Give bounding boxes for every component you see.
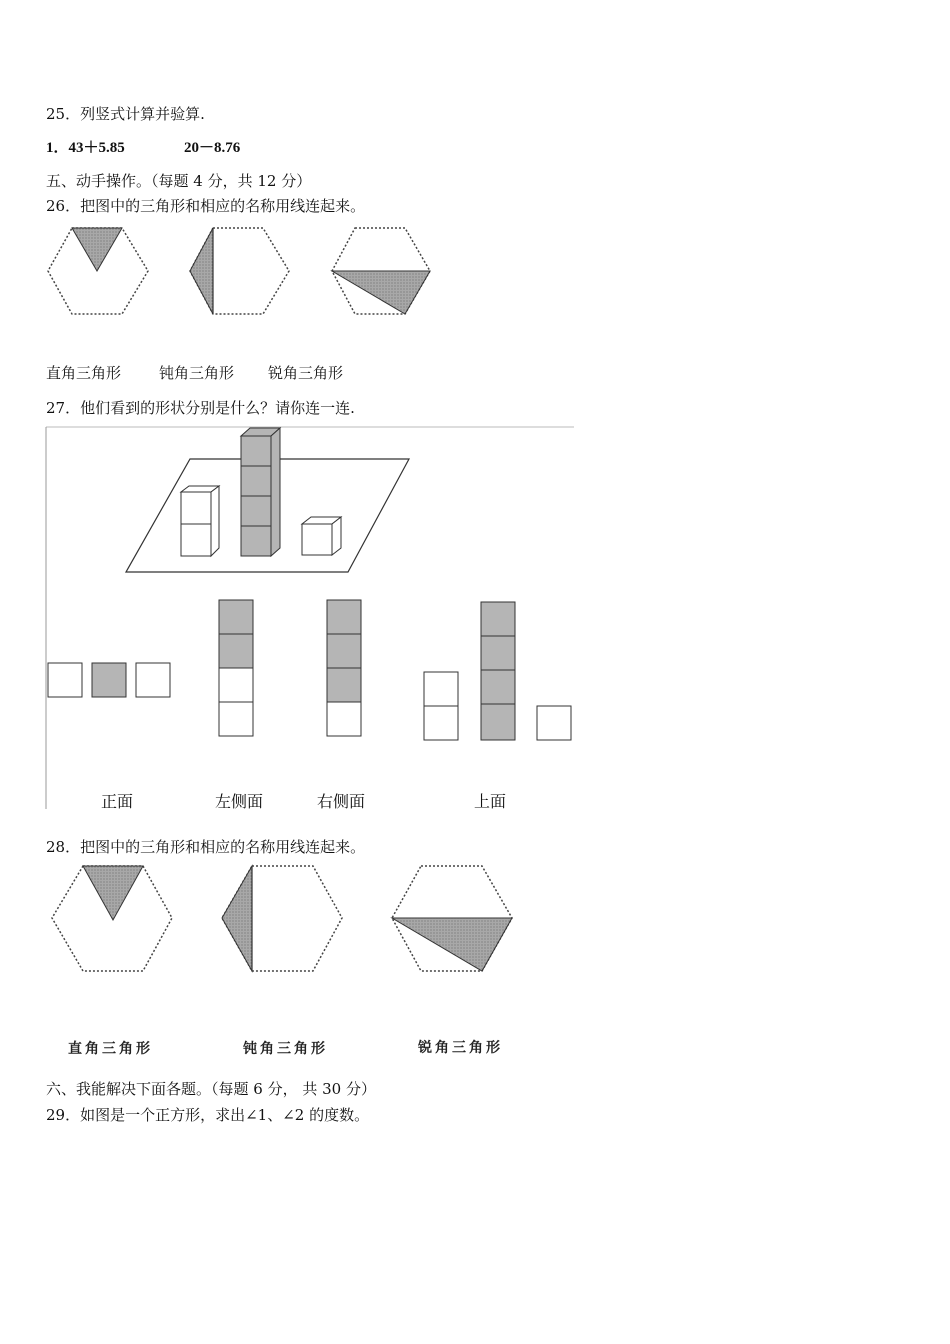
q28-hexagon-acute: [52, 866, 172, 971]
q27-label-left: 左侧面: [215, 792, 264, 811]
right-cube: [302, 517, 341, 555]
section5-title: 五、动手操作。（每题 4 分，共 12 分）: [46, 172, 312, 190]
q25-expr-2: 20－8.76: [184, 140, 241, 156]
q29-title: 29．如图是一个正方形，求出∠1、∠2 的度数。: [46, 1106, 370, 1124]
q25-title: 25．列竖式计算并验算.: [46, 105, 205, 123]
q26-hexagon-figures: [40, 222, 460, 322]
q26-label-acute: 锐角三角形: [268, 364, 344, 382]
q28-title: 28．把图中的三角形和相应的名称用线连起来。: [46, 838, 366, 856]
q26-label-obtuse: 钝角三角形: [159, 364, 235, 382]
view-option-front: [424, 602, 571, 740]
q25-expr-1: 1．43＋5.85: [46, 140, 125, 156]
q27-title: 27．他们看到的形状分别是什么？请你连一连.: [46, 399, 355, 417]
q27-cube-figure: [44, 424, 576, 814]
q27-label-top: 上面: [474, 792, 507, 811]
q28-hexagon-obtuse: [222, 866, 342, 971]
q26-hexagon-acute: [48, 228, 148, 314]
section6-title: 六、我能解决下面各题。（每题 6 分， 共 30 分）: [46, 1080, 376, 1098]
view-option-column-b: [327, 600, 361, 736]
view-option-column-a: [219, 600, 253, 736]
q28-label-acute: 锐角三角形: [418, 1040, 503, 1056]
q27-label-right: 右侧面: [317, 792, 366, 811]
q28-label-obtuse: 钝角三角形: [243, 1041, 328, 1057]
q26-label-right: 直角三角形: [46, 364, 122, 382]
middle-cube-stack: [241, 428, 280, 556]
left-cube-stack: [181, 486, 219, 556]
view-option-row: [48, 663, 170, 697]
q28-label-right: 直角三角形: [68, 1041, 153, 1057]
q26-title: 26．把图中的三角形和相应的名称用线连起来。: [46, 197, 366, 215]
q28-hexagon-figures: [46, 860, 526, 980]
q26-hexagon-right: [332, 228, 430, 314]
q26-hexagon-obtuse: [190, 228, 289, 314]
q27-label-front: 正面: [101, 792, 134, 811]
q28-hexagon-right: [392, 866, 512, 971]
